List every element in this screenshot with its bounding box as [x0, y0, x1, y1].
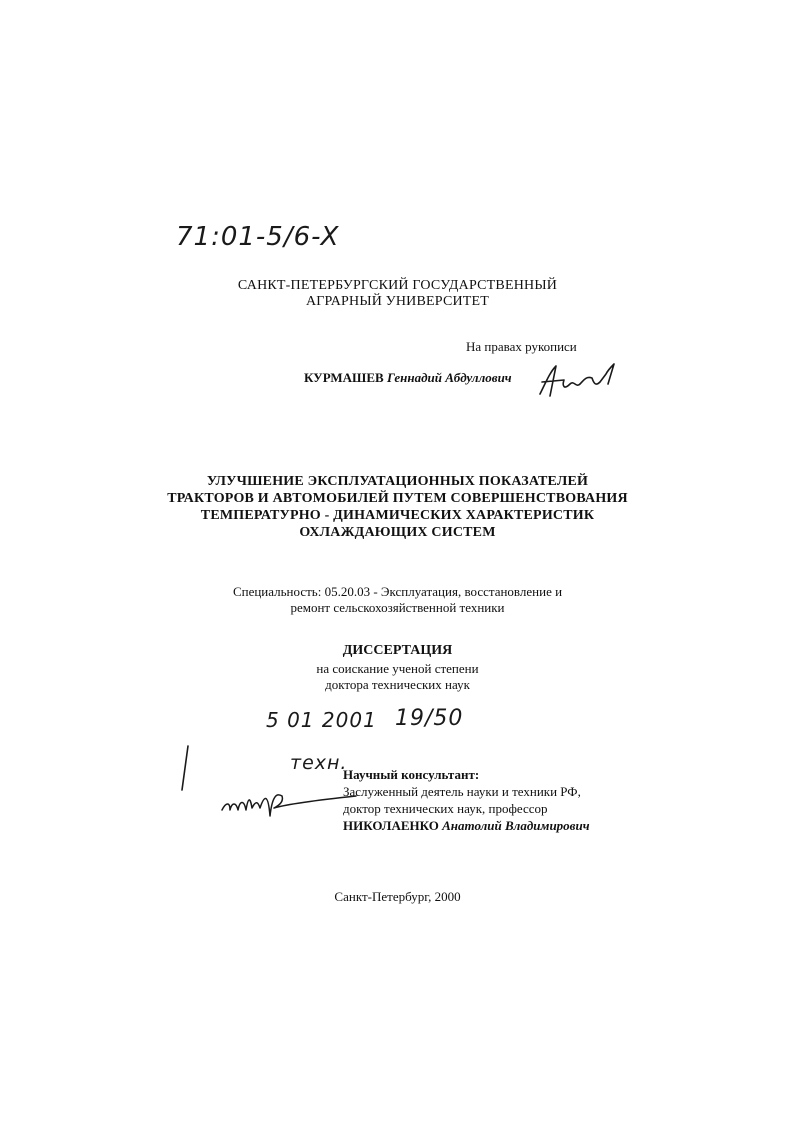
author-given-name: Геннадий Абдуллович — [386, 370, 512, 385]
dissertation-title-line1: УЛУЧШЕНИЕ ЭКСПЛУАТАЦИОННЫХ ПОКАЗАТЕЛЕЙ — [206, 474, 589, 489]
consultant-name — [343, 817, 590, 834]
specialty-line2: ремонт сельскохозяйственной техники — [290, 600, 505, 615]
consultant-title-line2: доктор технических наук, профессор — [343, 801, 548, 816]
dissertation-heading: ДИССЕРТАЦИЯ — [342, 643, 453, 658]
dissertation-title-line2: ТРАКТОРОВ И АВТОМОБИЛЕЙ ПУТЕМ СОВЕРШЕНСТВОВАНИЯ — [167, 491, 628, 506]
university-name-line1: САНКТ-ПЕТЕРБУРГСКИЙ ГОСУДАРСТВЕННЫЙ — [237, 278, 558, 293]
degree-line2: доктора технических наук — [325, 677, 470, 692]
university-name-line2: АГРАРНЫЙ УНИВЕРСИТЕТ — [305, 294, 490, 309]
dissertation-title-line3: ТЕМПЕРАТУРНО - ДИНАМИЧЕСКИХ ХАРАКТЕРИСТИК — [200, 508, 595, 523]
handwritten-archive-code: 71:01-5/6-X — [176, 222, 340, 252]
consultant-given-name: Анатолий Владимирович — [442, 818, 590, 833]
margin-pen-stroke-icon — [176, 744, 196, 794]
rights-note: На правах рукописи — [466, 339, 577, 354]
degree-line1: на соискание ученой степени — [316, 661, 479, 676]
consultant-surname: НИКОЛАЕНКО — [343, 818, 439, 833]
handwritten-note: техн. — [290, 752, 348, 774]
author-name — [304, 370, 512, 386]
city-year: Санкт-Петербург, 2000 — [334, 889, 461, 904]
author-surname: КУРМАШЕВ — [304, 370, 384, 385]
dissertation-title-line4: ОХЛАЖДАЮЩИХ СИСТЕМ — [299, 525, 496, 540]
handwritten-date: 5 01 2001 — [266, 708, 377, 732]
consultant-signature-icon — [218, 786, 358, 822]
consultant-block — [343, 766, 590, 834]
author-signature-icon — [534, 360, 624, 400]
consultant-label: Научный консультант: — [343, 767, 480, 782]
consultant-title-line1: Заслуженный деятель науки и техники РФ, — [343, 784, 581, 799]
handwritten-number: 19/50 — [395, 706, 464, 731]
specialty-line1: Специальность: 05.20.03 - Эксплуатация, восстановление и — [232, 584, 563, 599]
